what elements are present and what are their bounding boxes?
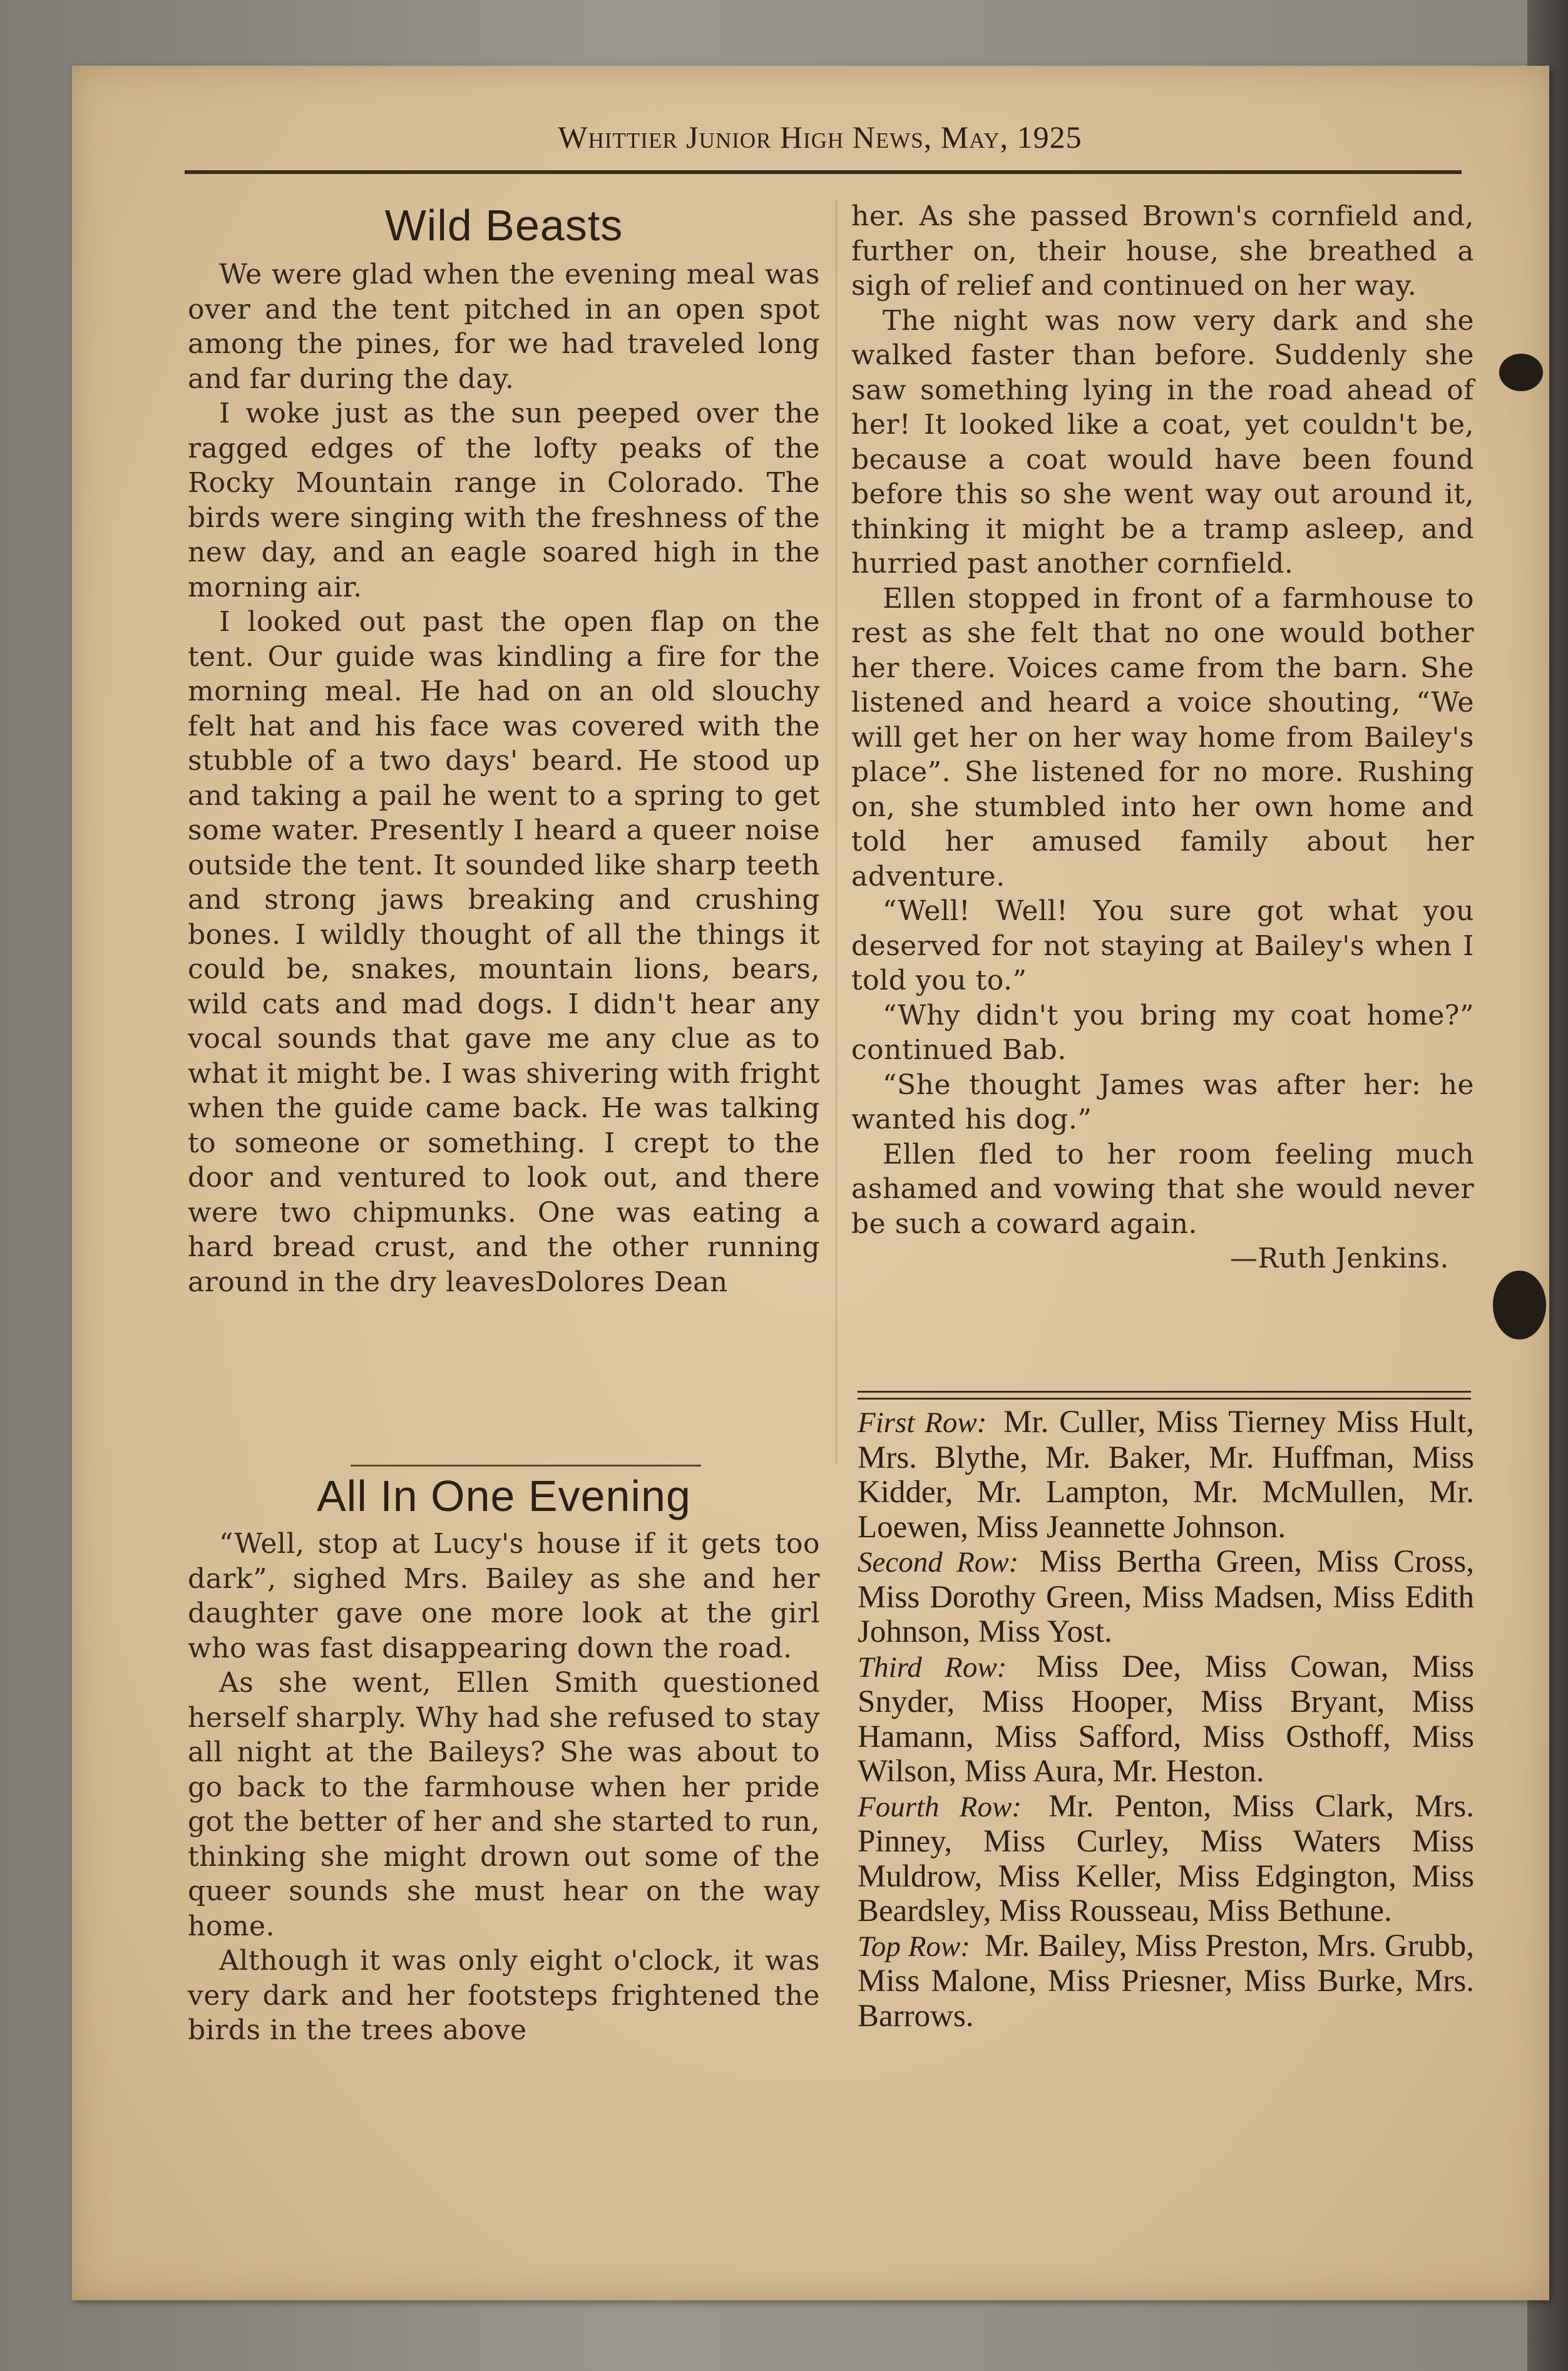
caption-row-label: Third Row: xyxy=(858,1651,1007,1684)
caption-row xyxy=(858,1405,1474,1545)
caption-row-names: Miss Dee, Miss Cowan, Miss Snyder, Miss Hooper, Miss Bryant, Miss Hamann, Miss Safford, Miss Osthoff, Miss Wilson, Miss Aura, Mr. Heston. xyxy=(858,1649,1474,1789)
article-author: Dolores Dean xyxy=(535,1266,728,1298)
article-paragraph: her. As she passed Brown's cornfield and, further on, their house, she breathed a sigh of relief and continued on her way. xyxy=(851,200,1474,302)
article-paragraph: Ellen stopped in front of a farmhouse to rest as she felt that no one would bother her there. Voices came from the barn. She listened and heard a voice shouting, “We will get her on her way home from Bailey's place”. She listened for no more. Rushing on, she stumbled into her own home and told her amused family about her adventure. xyxy=(851,582,1474,893)
photo-caption xyxy=(858,1405,1474,2034)
caption-row xyxy=(858,1650,1474,1790)
article-paragraph: “Why didn't you bring my coat home?” continued Bab. xyxy=(851,999,1474,1066)
article-continuation xyxy=(851,199,1474,1276)
caption-row-names: Mr. Penton, Miss Clark, Mrs. Pinney, Miss Curley, Miss Waters Miss Muldrow, Miss Keller, Miss Edgington, Miss Beardsley, Miss Rousseau, Miss Bethune. xyxy=(858,1788,1475,1928)
article-author: —Ruth Jenkins. xyxy=(1229,1242,1449,1274)
caption-row xyxy=(858,1545,1474,1650)
article-paragraph: Although it was only eight o'clock, it was very dark and her footsteps frightened the birds in the trees above xyxy=(188,1945,820,2046)
caption-separator xyxy=(858,1391,1471,1400)
article-paragraph: “She thought James was after her: he wanted his dog.” xyxy=(851,1068,1474,1135)
caption-row-label: First Row: xyxy=(858,1406,987,1439)
article-paragraph xyxy=(188,605,820,1299)
article-separator xyxy=(351,1465,701,1467)
article-paragraph: “Well, stop at Lucy's house if it gets too dark”, sighed Mrs. Bailey as she and her daughter gave one more look at the girl who was fast disappearing down the road. xyxy=(188,1528,820,1664)
article-title: All In One Evening xyxy=(317,1472,691,1520)
caption-row-names: Miss Bertha Green, Miss Cross, Miss Dorothy Green, Miss Madsen, Miss Edith Johnson, Miss Yost. xyxy=(858,1544,1474,1649)
article-paragraph: Ellen fled to her room feeling much ashamed and vowing that she would never be such a coward again. xyxy=(851,1138,1474,1240)
paragraph-text: I looked out past the open flap on the tent. Our guide was kindling a fire for the morning meal. He had on an old slouchy felt hat and his face was covered with the stubble of a two days' beard. He stood up and taking a pail he went to a spring to get some water. Presently I heard a queer noise outside the tent. It sounded like sharp teeth and strong jaws breaking and crushing bones. I wildly thought of all the things it could be, snakes, mountain lions, bears, wild cats and mad dogs. I didn't hear any vocal sounds that gave me any clue as to what it might be. I was shivering with fright when the guide came back. He was talking to someone or something. I crept to the door and ventured to look out, and there were two chipmunks. One was eating a hard bread crust, and the other running around in the dry leaves xyxy=(188,606,820,1298)
article-all-in-one-evening xyxy=(188,1468,820,2048)
caption-row-names: Mr. Culler, Miss Tierney Miss Hult, Mrs. Blythe, Mr. Baker, Mr. Huffman, Miss Kidder, Mr. Lampton, Mr. McMullen, Mr. Loewen, Miss Jeannette Johnson. xyxy=(858,1405,1475,1545)
binding-hole xyxy=(1493,1271,1546,1339)
caption-row-names: Mr. Bailey, Miss Preston, Mrs. Grubb, Miss Malone, Miss Priesner, Miss Burke, Mrs. Barrows. xyxy=(858,1928,1474,2034)
caption-row xyxy=(858,1929,1474,2034)
article-paragraph: As she went, Ellen Smith questioned herself sharply. Why had she refused to stay all night at the Baileys? She was about to go back to the farmhouse when her pride got the better of her and she started to run, thinking she might drown out some of the queer sounds she must hear on the way home. xyxy=(188,1667,820,1942)
article-paragraph: The night was now very dark and she walked faster than before. Suddenly she saw something lying in the road ahead of her! It looked like a coat, yet couldn't be, because a coat would have been found before this so she went way out around it, thinking it might be a tramp asleep, and hurried past another cornfield. xyxy=(851,304,1474,580)
article-paragraph: I woke just as the sun peeped over the ragged edges of the lofty peaks of the Rocky Mountain range in Colorado. The birds were singing with the freshness of the new day, and an eagle soared high in the morning air. xyxy=(188,397,820,603)
caption-row-label: Top Row: xyxy=(858,1930,970,1963)
page-header: Whittier Junior High News, May, 1925 xyxy=(558,120,1082,155)
caption-row-label: Second Row: xyxy=(858,1546,1019,1579)
article-paragraph: “Well! Well! You sure got what you deserved for not staying at Bailey's when I told you to.” xyxy=(851,895,1474,996)
article-wild-beasts xyxy=(188,197,820,1299)
binding-hole xyxy=(1499,354,1543,391)
article-title: Wild Beasts xyxy=(384,201,623,250)
header-rule xyxy=(185,170,1462,174)
caption-row xyxy=(858,1790,1474,1929)
column-divider xyxy=(836,200,837,1465)
article-paragraph: We were glad when the evening meal was over and the tent pitched in an open spot among the pines, for we had traveled long and far during the day. xyxy=(188,259,820,395)
caption-row-label: Fourth Row: xyxy=(858,1790,1022,1823)
